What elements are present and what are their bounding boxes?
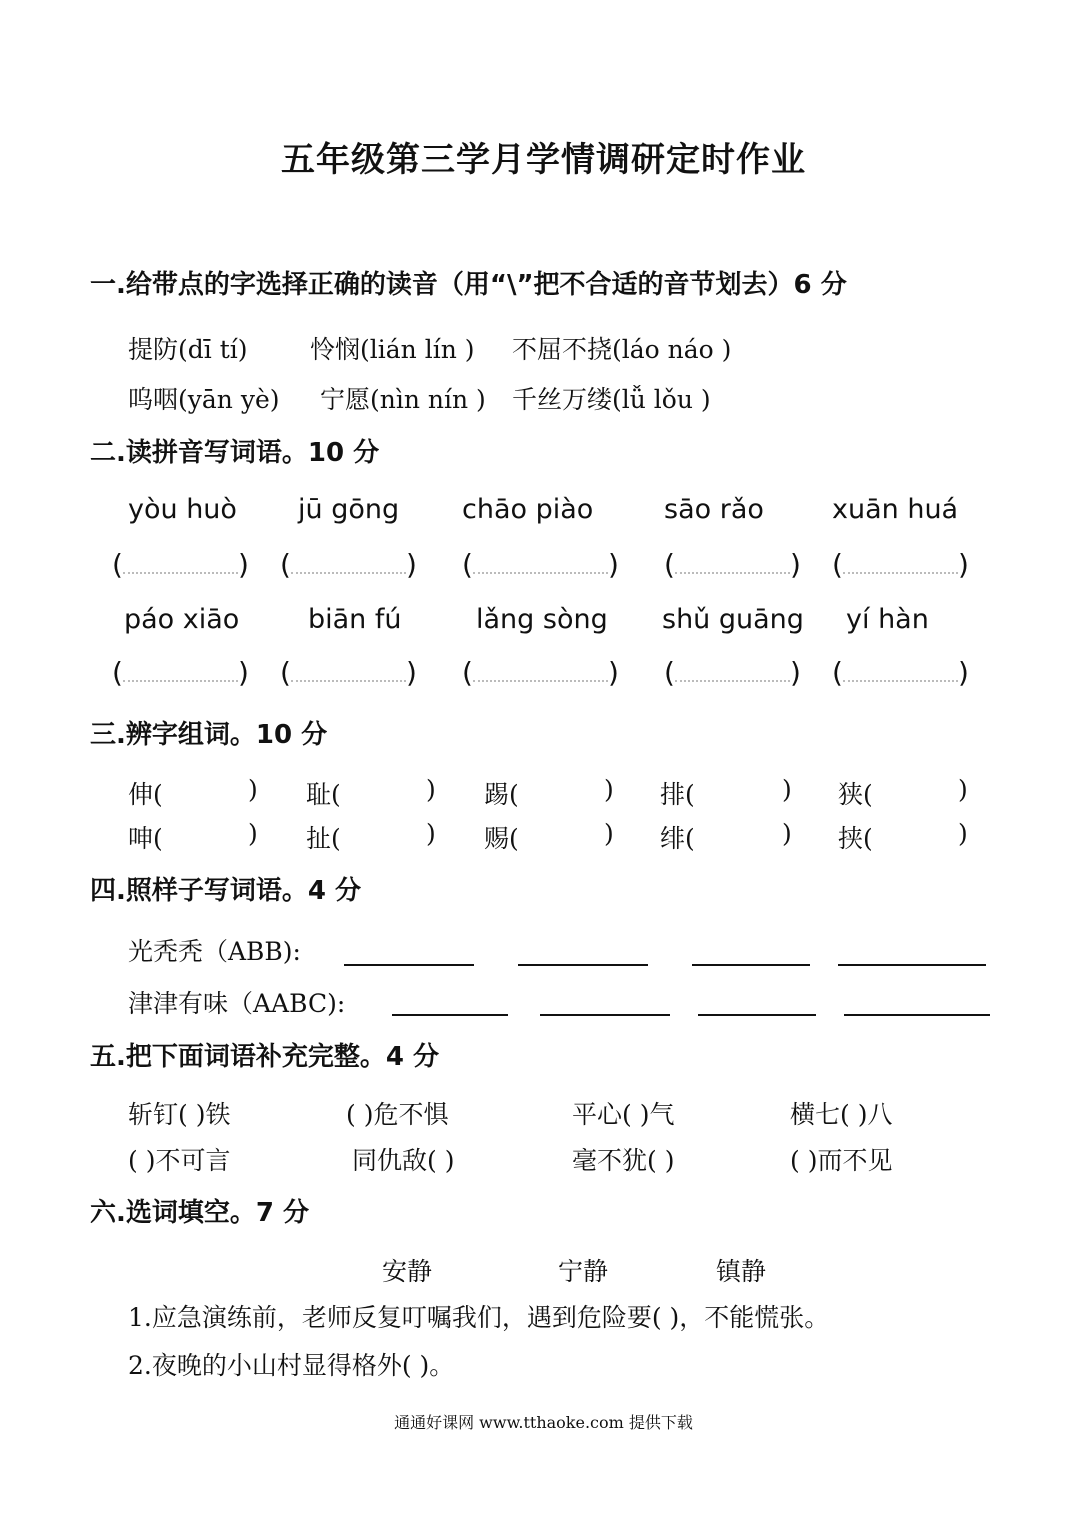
pinyin-word: lǎng sòng (476, 604, 608, 635)
close-paren: ) (604, 775, 614, 804)
word-choice: 镇静 (716, 1257, 767, 1286)
footer-text: 通通好课网 www.tthaoke.com 提供下载 (394, 1413, 693, 1432)
answer-box[interactable]: ( ) (462, 656, 619, 689)
section-6-heading: 六.选词填空。7 分 (90, 1198, 310, 1228)
s1-item: 千丝万缕(lǚ lǒu ) (512, 385, 711, 414)
answer-box[interactable]: ( ) (832, 548, 969, 581)
answer-line[interactable] (844, 1012, 990, 1016)
close-paren: ) (426, 819, 436, 848)
close-paren: ) (248, 775, 258, 804)
close-paren: ) (248, 819, 258, 848)
section-3-heading: 三.辨字组词。10 分 (90, 720, 328, 750)
char-item: 耻( (306, 780, 341, 809)
idiom-item: ( )危不惧 (346, 1100, 449, 1129)
page-title: 五年级第三学月学情调研定时作业 (281, 140, 806, 180)
answer-box[interactable]: ( ) (112, 656, 249, 689)
pinyin-word: shǔ guāng (662, 604, 804, 635)
answer-box[interactable]: ( ) (664, 548, 801, 581)
idiom-item: 毫不犹( ) (572, 1146, 675, 1175)
answer-box[interactable]: ( ) (112, 548, 249, 581)
answer-box[interactable]: ( ) (462, 548, 619, 581)
idiom-item: 横七( )八 (790, 1100, 893, 1129)
section-4-heading: 四.照样子写词语。4 分 (90, 876, 362, 906)
answer-line[interactable] (692, 962, 810, 966)
idiom-item: 同仇敌( ) (352, 1146, 455, 1175)
question-2: 2.夜晚的小山村显得格外( )。 (128, 1351, 455, 1380)
section-2-heading: 二.读拼音写词语。10 分 (90, 438, 380, 468)
char-item: 绯( (660, 824, 695, 853)
char-item: 赐( (484, 824, 519, 853)
char-item: 扯( (306, 824, 341, 853)
answer-line[interactable] (344, 962, 474, 966)
idiom-item: 平心( )气 (572, 1100, 675, 1129)
word-choice: 宁静 (558, 1257, 609, 1286)
pinyin-word: yòu huò (128, 494, 237, 525)
section-1-heading: 一.给带点的字选择正确的读音（用“\”把不合适的音节划去）6 分 (90, 270, 847, 300)
answer-line[interactable] (838, 962, 986, 966)
example-label: 光秃秃（ABB): (128, 937, 301, 966)
question-1: 1.应急演练前，老师反复叮嘱我们，遇到危险要( )，不能慌张。 (128, 1303, 830, 1332)
answer-box[interactable]: ( ) (280, 656, 417, 689)
close-paren: ) (782, 775, 792, 804)
close-paren: ) (782, 819, 792, 848)
pinyin-word: biān fú (308, 604, 402, 635)
pinyin-word: jū gōng (298, 494, 400, 525)
close-paren: ) (604, 819, 614, 848)
answer-line[interactable] (392, 1012, 508, 1016)
idiom-item: 斩钉( )铁 (128, 1100, 231, 1129)
pinyin-word: xuān huá (832, 494, 959, 525)
char-item: 挟( (838, 824, 873, 853)
s1-item: 怜悯(lián lín ) (310, 335, 475, 364)
answer-line[interactable] (518, 962, 648, 966)
close-paren: ) (426, 775, 436, 804)
close-paren: ) (958, 819, 968, 848)
example-label: 津津有味（AABC): (128, 989, 346, 1018)
pinyin-word: sāo rǎo (664, 494, 764, 525)
answer-line[interactable] (698, 1012, 816, 1016)
answer-box[interactable]: ( ) (280, 548, 417, 581)
section-5-heading: 五.把下面词语补充完整。4 分 (90, 1042, 440, 1072)
pinyin-word: páo xiāo (124, 604, 240, 635)
pinyin-word: yí hàn (846, 604, 929, 635)
char-item: 呻( (128, 824, 163, 853)
pinyin-word: chāo piào (462, 494, 594, 525)
char-item: 排( (660, 780, 695, 809)
s1-item: 提防(dī tí) (128, 335, 248, 364)
answer-box[interactable]: ( ) (664, 656, 801, 689)
word-choice: 安静 (382, 1257, 433, 1286)
char-item: 狭( (838, 780, 873, 809)
s1-item: 呜咽(yān yè) (128, 385, 280, 414)
answer-line[interactable] (540, 1012, 670, 1016)
idiom-item: ( )而不见 (790, 1146, 893, 1175)
close-paren: ) (958, 775, 968, 804)
idiom-item: ( )不可言 (128, 1146, 231, 1175)
s1-item: 不屈不挠(láo náo ) (512, 335, 732, 364)
s1-item: 宁愿(nìn nín ) (320, 385, 486, 414)
char-item: 伸( (128, 780, 163, 809)
answer-box[interactable]: ( ) (832, 656, 969, 689)
char-item: 踢( (484, 780, 519, 809)
